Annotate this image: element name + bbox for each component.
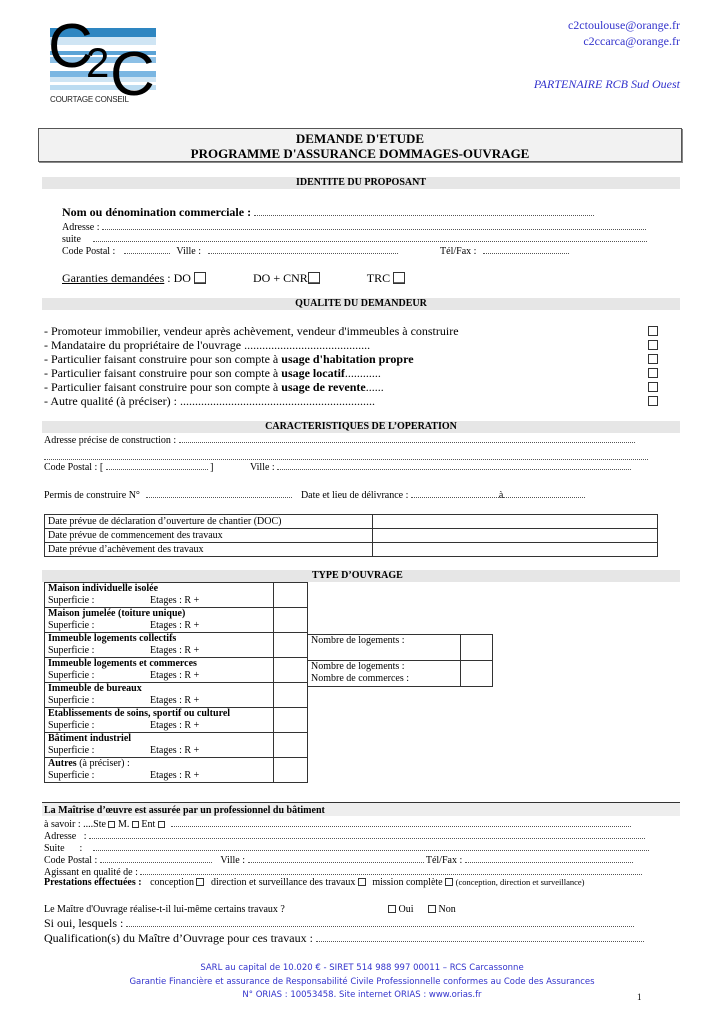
footer-line-1: SARL au capital de 10.020 € - SIRET 514 988 997 00011 – RCS Carcassonne [200, 963, 524, 973]
qualite-item: - Particulier faisant construire pour son compte à usage locatif............ [44, 366, 381, 380]
section-qualite: QUALITE DU DEMANDEUR [42, 298, 680, 310]
footer [0, 962, 724, 1003]
code-postal-row [62, 244, 569, 257]
qualite-item: - Particulier faisant construire pour son compte à usage de revente...... [44, 380, 384, 394]
partner-label: PARTENAIRE RCB Sud Ouest [533, 77, 680, 91]
ville-field[interactable] [208, 244, 398, 254]
table-row: Maison individuelle isolée Superficie : Etages : R + [45, 583, 308, 608]
operation-code-postal-row: Code Postal : [ ] Ville : [44, 460, 631, 473]
lesquels-field[interactable] [126, 917, 634, 927]
permis-row: Permis de construire N° Date et lieu de délivrance : à [44, 488, 585, 501]
oui-checkbox[interactable] [388, 905, 396, 913]
maitrise-qualite-row: Agissant en qualité de : [44, 865, 642, 878]
maitrise-suite-row: Suite : [44, 841, 649, 854]
maitrise-adresse-row: Adresse : [44, 829, 645, 842]
direction-checkbox[interactable] [358, 878, 366, 886]
company-logo [46, 12, 168, 109]
ouvrage-checkbox-cell[interactable] [274, 683, 308, 708]
nom-row [62, 205, 594, 220]
nb-logements-field[interactable] [461, 635, 493, 661]
non-checkbox[interactable] [428, 905, 436, 913]
conception-checkbox[interactable] [196, 878, 204, 886]
adresse-construction-row [44, 433, 635, 446]
garantie-trc-label: TRC [366, 271, 391, 285]
nom-label: Nom ou dénomination commerciale : [62, 205, 252, 219]
adresse-construction-field-2[interactable] [44, 450, 648, 460]
footer-line-3: N° ORIAS : 10053458. Site internet ORIAS : www.orias.fr [242, 990, 482, 1000]
lesquels-row: Si oui, lesquels : [44, 916, 634, 931]
nom-field[interactable] [254, 206, 594, 216]
table-row: Date prévue de déclaration d’ouverture de chantier (DOC) [45, 515, 658, 529]
date-lieu-label: Date et lieu de délivrance : [300, 490, 409, 501]
ouvrage-checkbox-cell[interactable] [274, 608, 308, 633]
section-identite: IDENTITE DU PROPOSANT [42, 177, 680, 189]
code-postal-field[interactable] [124, 244, 170, 254]
garantie-do-checkbox[interactable] [194, 272, 206, 284]
qualification-field[interactable] [316, 932, 644, 942]
footer-line-2: Garantie Financière et assurance de Responsabilité Civile Professionnelle conformes au Code des Assurances [129, 976, 595, 987]
m-checkbox[interactable] [132, 821, 139, 828]
qualite-checkbox-revente[interactable] [648, 382, 658, 392]
mission-complete-checkbox[interactable] [445, 878, 453, 886]
table-row: Nombre de logements : [308, 635, 493, 661]
date-doc-field[interactable] [373, 515, 658, 529]
email-carcassonne[interactable]: c2ccarca@orange.fr [583, 34, 680, 48]
travaux-options: Oui Non [388, 904, 456, 915]
qualite-checkbox-locatif[interactable] [648, 368, 658, 378]
garanties-label: Garanties demandées [62, 271, 165, 285]
ville-label: Ville : [176, 246, 202, 257]
lieu-delivrance-field[interactable] [503, 488, 585, 498]
nb-commerces-field[interactable] [461, 661, 493, 687]
date-commencement-field[interactable] [373, 529, 658, 543]
title-line-2: PROGRAMME D'ASSURANCE DOMMAGES-OUVRAGE [190, 146, 530, 161]
adresse-construction-label: Adresse précise de construction : [44, 435, 177, 446]
telfax-field[interactable] [483, 244, 569, 254]
ouvrage-checkbox-cell[interactable] [274, 633, 308, 658]
code-postal-label: Code Postal : [62, 246, 116, 257]
suite-label: suite [62, 234, 81, 245]
ouvrage-checkbox-cell[interactable] [274, 733, 308, 758]
table-row: Date prévue d’achèvement des travaux [45, 543, 658, 557]
ent-checkbox[interactable] [158, 821, 165, 828]
maitrise-qualite-field[interactable] [140, 865, 642, 875]
logo-letter-c2: C [110, 40, 155, 109]
logo-letter-c1: C [48, 12, 93, 81]
maitrise-adresse-field[interactable] [89, 829, 645, 839]
prestations-row: Prestations effectuées : conception direction et surveillance des travaux mission complète (conception, direction et surveillance) [44, 877, 585, 888]
email-toulouse[interactable]: c2ctoulouse@orange.fr [567, 18, 680, 32]
qualite-item: - Particulier faisant construire pour son compte à usage d'habitation propre [44, 352, 414, 366]
maitrise-suite-field[interactable] [93, 841, 649, 851]
table-row: Date prévue de commencement des travaux [45, 529, 658, 543]
table-row: Immeuble logements et commerces Superficie : Etages : R + [45, 658, 308, 683]
garanties-row: Garanties demandées : DO DO + CNR TRC [62, 271, 405, 286]
qualite-checkbox-habitation[interactable] [648, 354, 658, 364]
date-achevement-field[interactable] [373, 543, 658, 557]
qualite-item: - Promoteur immobilier, vendeur après achèvement, vendeur d'immeubles à construire [44, 324, 459, 338]
ouvrage-checkbox-cell[interactable] [274, 708, 308, 733]
operation-ville-label: Ville : [250, 462, 275, 473]
garantie-trc-checkbox[interactable] [393, 272, 405, 284]
adresse-label: Adresse : [62, 222, 100, 233]
dates-table [44, 514, 658, 557]
table-row: Etablissements de soins, sportif ou culturel Superficie : Etages : R + [45, 708, 308, 733]
savoir-row: à savoir : ....Ste M. Ent [44, 817, 631, 830]
operation-code-postal-field[interactable] [106, 460, 208, 470]
table-row: Autres (à préciser) : Superficie : Etages : R + [45, 758, 308, 783]
ouvrage-checkbox-cell[interactable] [274, 658, 308, 683]
section-ouvrage: TYPE D’OUVRAGE [42, 570, 680, 582]
contact-emails [568, 17, 680, 49]
permis-label: Permis de construire N° [44, 490, 140, 501]
maitrise-nom-field[interactable] [171, 817, 631, 827]
table-row: Bâtiment industriel Superficie : Etages : R + [45, 733, 308, 758]
maitrise-ville-field[interactable] [248, 853, 424, 863]
document-title [38, 128, 682, 162]
suite-field[interactable] [93, 232, 647, 242]
garantie-do-cnr-checkbox[interactable] [308, 272, 320, 284]
adresse-construction-field[interactable] [179, 433, 635, 443]
adresse-field[interactable] [102, 220, 646, 230]
table-row: Nombre de logements : Nombre de commerces : [308, 661, 493, 687]
ouvrage-checkbox-cell[interactable] [274, 583, 308, 608]
qualite-checkbox-autre[interactable] [648, 396, 658, 406]
logo-tagline: COURTAGE CONSEIL [50, 95, 129, 104]
section-operation: CARACTERISTIQUES DE L’OPERATION [42, 421, 680, 433]
nombre-table [307, 634, 493, 687]
operation-ville-field[interactable] [277, 460, 631, 470]
table-row: Maison jumelée (toiture unique) Superficie : Etages : R + [45, 608, 308, 633]
qualite-checkbox-promoteur[interactable] [648, 326, 658, 336]
section-maitrise: La Maîtrise d’œuvre est assurée par un professionnel du bâtiment [42, 803, 680, 816]
table-row: Immeuble logements collectifs Superficie : Etages : R + [45, 633, 308, 658]
operation-code-postal-label: Code Postal : [ [44, 462, 104, 473]
logo-digit-2: 2 [86, 39, 110, 86]
maitrise-telfax-field[interactable] [465, 853, 633, 863]
telfax-label: Tél/Fax : [440, 246, 477, 257]
page-number: 1 [637, 992, 642, 1002]
garantie-do-label: DO [173, 271, 191, 285]
maitrise-cp-field[interactable] [100, 853, 212, 863]
qualite-checkbox-mandataire[interactable] [648, 340, 658, 350]
qualification-row: Qualification(s) du Maître d’Ouvrage pour ces travaux : [44, 931, 644, 946]
table-row: Immeuble de bureaux Superficie : Etages : R + [45, 683, 308, 708]
ouvrage-checkbox-cell[interactable] [274, 758, 308, 783]
ste-checkbox[interactable] [108, 821, 115, 828]
qualite-item: - Mandataire du propriétaire de l'ouvrage .......................................... [44, 338, 371, 352]
permis-field[interactable] [146, 488, 292, 498]
ouvrage-table [44, 582, 308, 783]
title-line-1: DEMANDE D'ETUDE [295, 131, 425, 146]
travaux-question-row: Le Maître d'Ouvrage réalise-t-il lui-même certains travaux ? [44, 904, 285, 915]
qualite-item: - Autre qualité (à préciser) : ................................................................. [44, 394, 375, 408]
date-delivrance-field[interactable] [411, 488, 499, 498]
garantie-do-cnr-label: DO + CNR [252, 271, 308, 285]
maitrise-cp-row: Code Postal : Ville : Tél/Fax : [44, 853, 633, 866]
